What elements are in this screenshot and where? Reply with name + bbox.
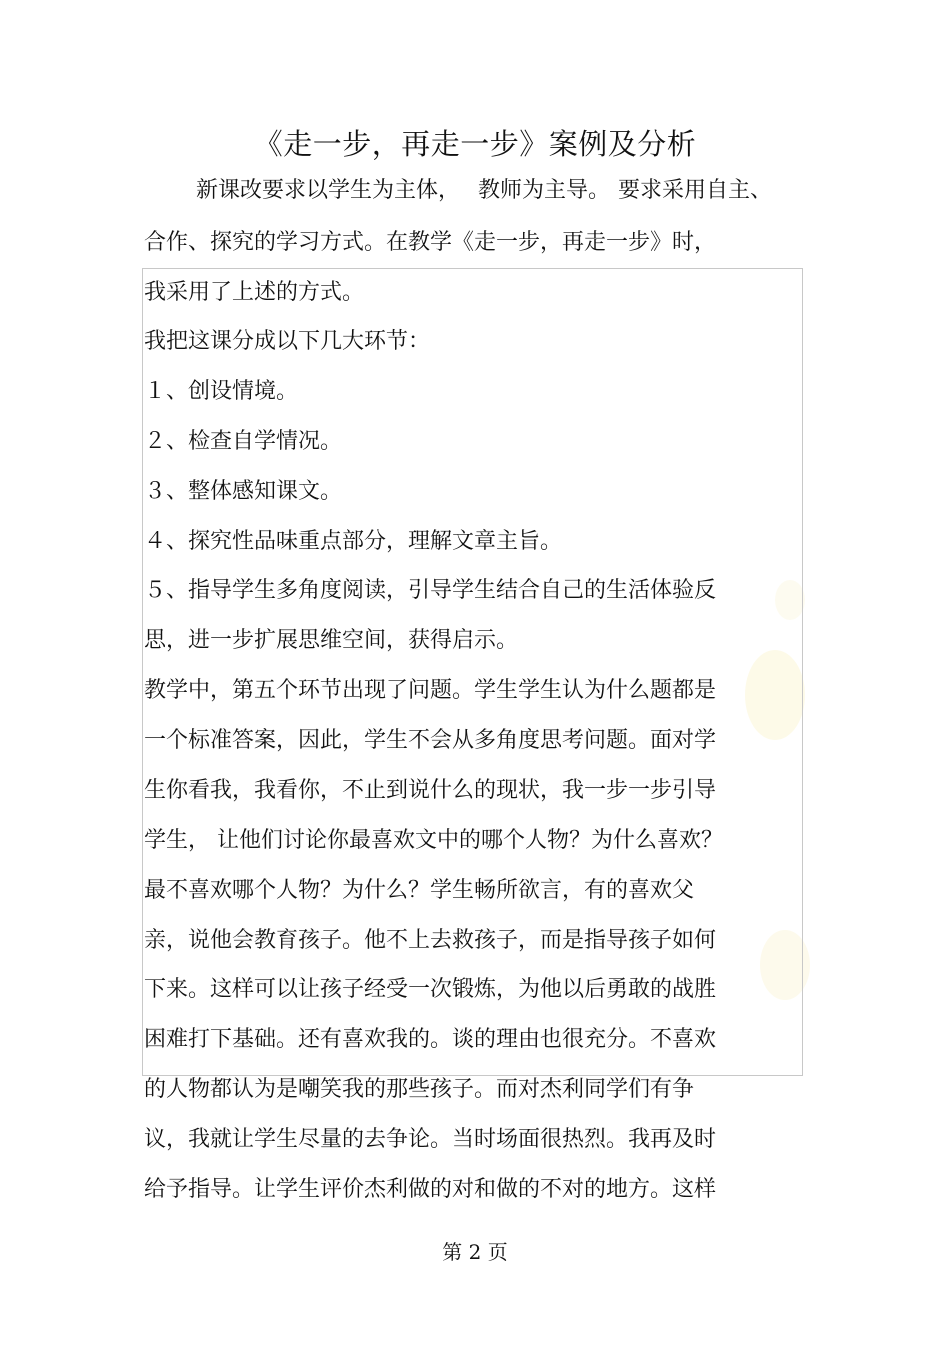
intro-line-1-part-3: 要求采用自主、 [618, 178, 773, 203]
sections-heading: 我把这课分成以下几大环节： [144, 329, 431, 354]
page-number: 第 2 页 [442, 1240, 508, 1264]
body-line: 亲，说他会教育孩子。他不上去救孩子，而是指导孩子如何 [144, 928, 717, 953]
body-line: 最不喜欢哪个人物？为什么？学生畅所欲言，有的喜欢父 [144, 878, 695, 903]
intro-line-1-part-2: 教师为主导。 [478, 178, 611, 203]
step-item: ５、指导学生多角度阅读，引导学生结合自己的生活体验反 [144, 578, 717, 603]
body-line: 生你看我，我看你，不止到说什么的现状，我一步一步引导 [144, 778, 717, 803]
step-item: ３、整体感知课文。 [144, 479, 343, 504]
document-title: 《走一步，再走一步》案例及分析 [253, 127, 697, 161]
intro-line-2: 合作、探究的学习方式。在教学《走一步，再走一步》时， [144, 230, 717, 255]
body-line: 的人物都认为是嘲笑我的那些孩子。而对杰利同学们有争 [144, 1077, 695, 1102]
body-line: 议，我就让学生尽量的去争论。当时场面很热烈。我再及时 [144, 1127, 717, 1152]
step-item: ２、检查自学情况。 [144, 429, 343, 454]
body-line: 一个标准答案，因此，学生不会从多角度思考问题。面对学 [144, 728, 717, 753]
intro-line-3: 我采用了上述的方式。 [144, 280, 365, 305]
step-item: １、创设情境。 [144, 379, 299, 404]
step-5-continued: 思，进一步扩展思维空间，获得启示。 [144, 628, 519, 653]
step-item: ４、探究性品味重点部分，理解文章主旨。 [144, 529, 563, 554]
intro-line-1-part-1: 新课改要求以学生为主体， [196, 178, 461, 203]
body-line: 困难打下基础。还有喜欢我的。谈的理由也很充分。不喜欢 [144, 1027, 717, 1052]
body-line: 教学中，第五个环节出现了问题。学生学生认为什么题都是 [144, 678, 717, 703]
body-line: 下来。这样可以让孩子经受一次锻炼，为他以后勇敢的战胜 [144, 977, 717, 1002]
body-line: 学生， 让他们讨论你最喜欢文中的哪个人物？为什么喜欢？ [144, 828, 723, 853]
intro-line-1 [196, 176, 772, 206]
body-line: 给予指导。让学生评价杰利做的对和做的不对的地方。这样 [144, 1177, 717, 1202]
